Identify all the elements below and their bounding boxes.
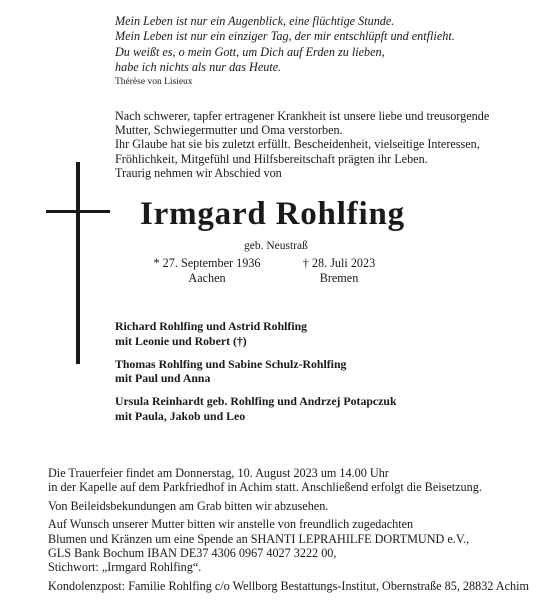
intro-line: Fröhlichkeit, Mitgefühl und Hilfsbereitschaft prägten ihr Leben. — [115, 151, 428, 166]
poem — [115, 14, 455, 89]
condolence-note: Von Beileidsbekundungen am Grab bitten wir abzusehen. — [48, 498, 329, 513]
death-info — [300, 256, 378, 285]
funeral-line: Die Trauerfeier findet am Donnerstag, 10. August 2023 um 14.00 Uhr — [48, 466, 389, 480]
donation-line: Auf Wunsch unserer Mutter bitten wir anstelle von freundlich zugedachten — [48, 517, 414, 532]
intro-line: Ihr Glaube hat sie bis zuletzt erfüllt. Bescheidenheit, vielseitige Interessen, — [115, 137, 480, 152]
condolence-address: Kondolenzpost: Familie Rohlfing c/o Wellborg Bestattungs-Institut, Obernstraße 85, 28832 Achim — [48, 578, 529, 593]
birth-date: * 27. September 1936 — [153, 256, 261, 270]
family-group — [115, 357, 397, 386]
poem-line: habe ich nichts als nur das Heute. — [115, 60, 282, 75]
family-line: mit Paula, Jakob und Leo — [115, 408, 246, 423]
poem-line: Mein Leben ist nur ein einziger Tag, der mir entschlüpft und entflieht. — [115, 29, 455, 44]
deceased-name: Irmgard Rohlfing — [140, 196, 405, 232]
poem-author: Thérèse von Lisieux — [115, 76, 193, 87]
birth-place: Aachen — [188, 270, 226, 285]
family-line: mit Paul und Anna — [115, 371, 211, 386]
family-list — [115, 319, 397, 432]
cross-icon — [76, 162, 80, 364]
cross-icon-beam — [46, 210, 110, 213]
birth-info — [152, 256, 262, 285]
donation-line: GLS Bank Bochum IBAN DE37 4306 0967 4027 3222 00, — [48, 546, 337, 561]
family-line: Ursula Reinhardt geb. Rohlfing und Andrzej Potapczuk — [115, 394, 397, 409]
family-line: mit Leonie und Robert (†) — [115, 333, 247, 348]
intro-line: Nach schwerer, tapfer ertragener Krankheit ist unsere liebe und treusorgende — [115, 109, 490, 123]
donation-line: Stichwort: „Irmgard Rohlfing“. — [48, 560, 202, 575]
intro-line: Traurig nehmen wir Abschied von — [115, 165, 282, 180]
poem-line: Du weißt es, o mein Gott, um Dich auf Erden zu lieben, — [115, 44, 385, 59]
maiden-name: geb. Neustraß — [244, 240, 308, 252]
family-group — [115, 394, 397, 423]
intro-text — [115, 109, 489, 180]
donation-line: Blumen und Kränzen um eine Spende an SHANTI LEPRAHILFE DORTMUND e.V., — [48, 531, 470, 546]
funeral-line: in der Kapelle auf dem Parkfriedhof in Achim statt. Anschließend erfolgt die Beisetzung. — [48, 480, 482, 495]
family-line: Thomas Rohlfing und Sabine Schulz-Rohlfing — [115, 356, 347, 371]
family-group — [115, 319, 397, 348]
death-place: Bremen — [319, 270, 359, 285]
poem-line: Mein Leben ist nur ein Augenblick, eine flüchtige Stunde. — [115, 14, 395, 28]
family-line: Richard Rohlfing und Astrid Rohlfing — [115, 319, 308, 333]
intro-line: Mutter, Schwiegermutter und Oma verstorben. — [115, 123, 343, 138]
notes — [48, 466, 529, 593]
death-date: † 28. Juli 2023 — [302, 256, 376, 270]
